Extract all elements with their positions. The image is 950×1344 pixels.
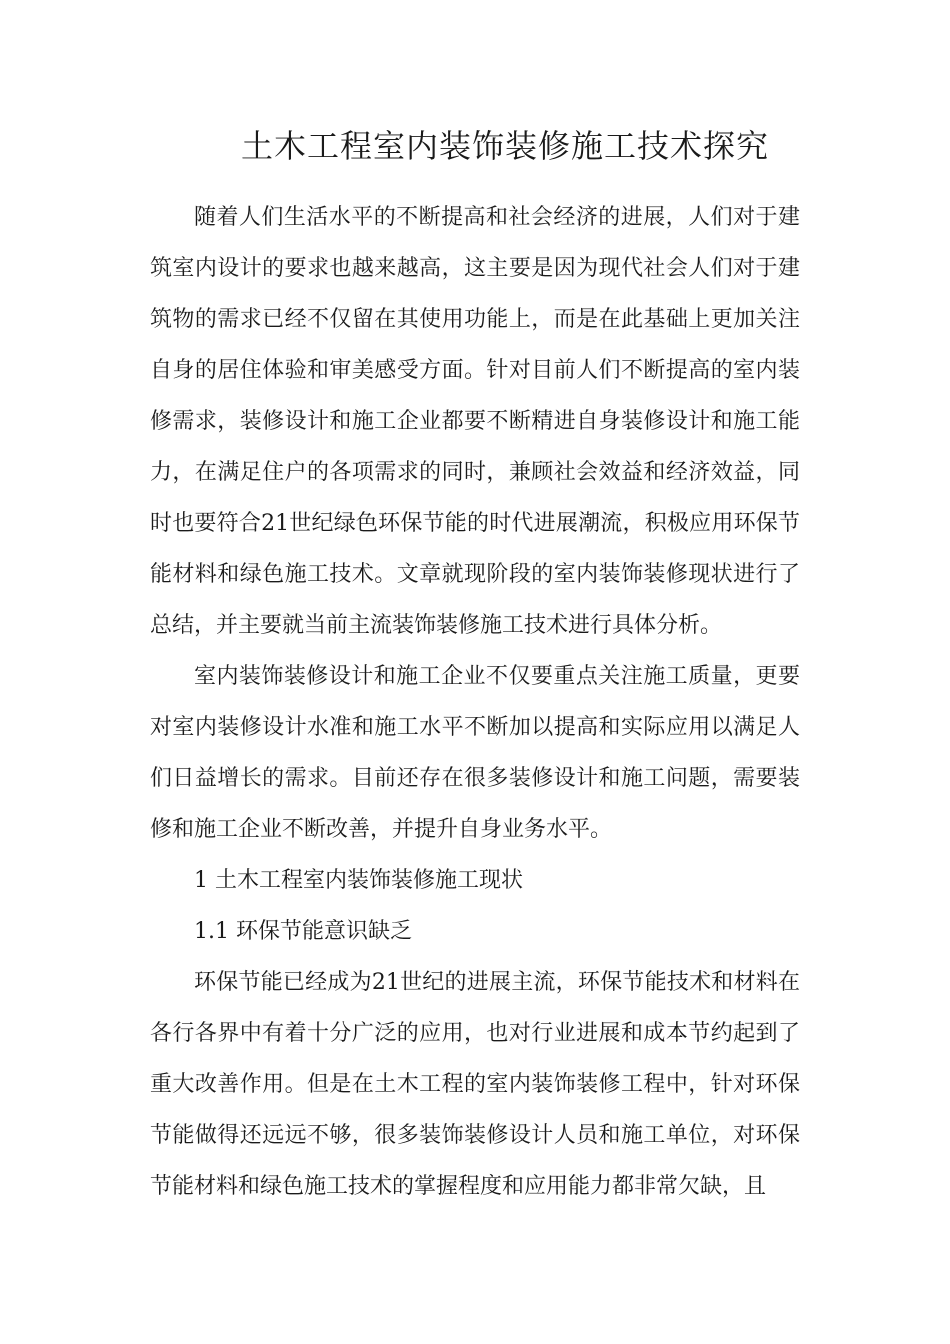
document-title: 土木工程室内装饰装修施工技术探究 (240, 127, 769, 165)
section-heading-1: 1 土木工程室内装饰装修施工现状 (194, 868, 523, 893)
section-heading-1-1: 1.1 环保节能意识缺乏 (194, 919, 412, 944)
paragraph-intro: 随着人们生活水平的不断提高和社会经济的进展，人们对于建筑室内设计的要求也越来越高，这主要是因为现代社会人们对于建筑物的需求已经不仅留在其使用功能上，而是在此基础上更加关注自身的居住体验和审美感受方面。针对目前人们不断提高的室内装修需求，装修设计和施工企业都要不断精进自身装修设计和施工能力，在满足住户的各项需求的同时，兼顾社会效益和经济效益，同时也要符合21世纪绿色环保节能的时代进展潮流，积极应用环保节能材料和绿色施工技术。文章就现阶段的室内装饰装修现状进行了总结，并主要就当前主流装饰装修施工技术进行具体分析。 (150, 205, 800, 638)
paragraph-second: 室内装饰装修设计和施工企业不仅要重点关注施工质量，更要对室内装修设计水准和施工水平不断加以提高和实际应用以满足人们日益增长的需求。目前还存在很多装修设计和施工问题，需要装修和施工企业不断改善，并提升自身业务水平。 (150, 664, 800, 842)
paragraph-section-1-1: 环保节能已经成为21世纪的进展主流，环保节能技术和材料在各行各界中有着十分广泛的应用，也对行业进展和成本节约起到了重大改善作用。但是在土木工程的室内装饰装修工程中，针对环保节能做得还远远不够，很多装饰装修设计人员和施工单位，对环保节能材料和绿色施工技术的掌握程度和应用能力都非常欠缺，且 (150, 970, 800, 1199)
document-body (150, 192, 800, 1212)
